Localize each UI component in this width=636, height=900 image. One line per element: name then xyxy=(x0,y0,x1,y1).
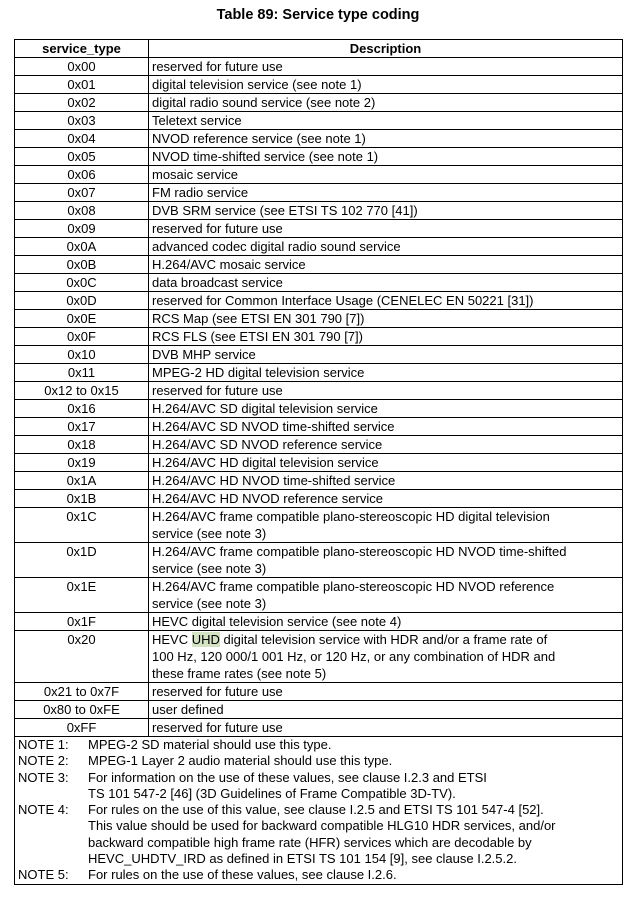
highlighted-term: UHD xyxy=(191,632,220,647)
table-row xyxy=(15,613,623,631)
service-description: NVOD time-shifted service (see note 1) xyxy=(149,148,623,166)
service-type-code: 0x09 xyxy=(15,220,149,238)
notes-row xyxy=(15,737,623,885)
note-line: TS 101 547-2 [46] (3D Guidelines of Frame Compatible 3D-TV). xyxy=(88,785,456,801)
service-description: DVB SRM service (see ETSI TS 102 770 [41]) xyxy=(149,202,623,220)
table-row xyxy=(15,310,623,328)
note-label: NOTE 4: xyxy=(18,802,69,818)
note-line: For rules on the use of this value, see clause I.2.5 and ETSI TS 101 547-4 [52]. xyxy=(88,802,544,818)
table-caption: Table 89: Service type coding xyxy=(216,7,420,23)
service-type-code: 0x00 xyxy=(15,58,149,76)
table-row xyxy=(15,418,623,436)
note-line: backward compatible high frame rate (HFR) services which are decodable by xyxy=(88,834,532,850)
note-text xyxy=(88,737,619,753)
service-type-code: 0x0A xyxy=(15,238,149,256)
description-line: service (see note 3) xyxy=(152,526,267,541)
column-header-service-type: service_type xyxy=(15,40,149,58)
table-row xyxy=(15,508,623,543)
service-type-code: 0x20 xyxy=(15,631,149,683)
service-type-code: 0x08 xyxy=(15,202,149,220)
note-line: For information on the use of these values, see clause I.2.3 and ETSI xyxy=(88,769,487,785)
note-text xyxy=(88,802,619,867)
service-description: data broadcast service xyxy=(149,274,623,292)
table-row xyxy=(15,490,623,508)
service-description: NVOD reference service (see note 1) xyxy=(149,130,623,148)
service-description: reserved for future use xyxy=(149,58,623,76)
service-type-code: 0x1B xyxy=(15,490,149,508)
table-row xyxy=(15,184,623,202)
service-description: user defined xyxy=(149,701,623,719)
table-row xyxy=(15,400,623,418)
service-type-code: 0x1A xyxy=(15,472,149,490)
note-text xyxy=(88,867,619,883)
service-type-code: 0x1E xyxy=(15,578,149,613)
service-type-code: 0x1D xyxy=(15,543,149,578)
table-row xyxy=(15,454,623,472)
service-type-table xyxy=(14,39,623,885)
service-description: MPEG-2 HD digital television service xyxy=(149,364,623,382)
service-type-code: 0x0F xyxy=(15,328,149,346)
description-line: H.264/AVC frame compatible plano-stereoscopic HD digital television xyxy=(152,509,550,524)
service-type-code: 0x16 xyxy=(15,400,149,418)
service-description: digital television service (see note 1) xyxy=(149,76,623,94)
service-description xyxy=(149,631,623,683)
notes-cell xyxy=(15,737,623,885)
note-label: NOTE 5: xyxy=(18,867,69,883)
table-row xyxy=(15,220,623,238)
table-row xyxy=(15,292,623,310)
service-description: H.264/AVC mosaic service xyxy=(149,256,623,274)
service-description: H.264/AVC SD NVOD reference service xyxy=(149,436,623,454)
service-description xyxy=(149,543,623,578)
table-row xyxy=(15,364,623,382)
table-row xyxy=(15,112,623,130)
note xyxy=(18,802,619,867)
table-row xyxy=(15,346,623,364)
table-row xyxy=(15,94,623,112)
note xyxy=(18,753,619,769)
table-row xyxy=(15,238,623,256)
service-type-code: 0x12 to 0x15 xyxy=(15,382,149,400)
note-line: MPEG-1 Layer 2 audio material should use this type. xyxy=(88,753,393,769)
service-description: DVB MHP service xyxy=(149,346,623,364)
service-description: reserved for future use xyxy=(149,220,623,238)
service-description: RCS Map (see ETSI EN 301 790 [7]) xyxy=(149,310,623,328)
service-description: H.264/AVC SD NVOD time-shifted service xyxy=(149,418,623,436)
table-row xyxy=(15,328,623,346)
service-type-code: 0x19 xyxy=(15,454,149,472)
note xyxy=(18,770,619,803)
note-text xyxy=(88,753,619,769)
description-line: service (see note 3) xyxy=(152,561,267,576)
service-description xyxy=(149,508,623,543)
note xyxy=(18,867,619,883)
service-description: FM radio service xyxy=(149,184,623,202)
service-type-code: 0x10 xyxy=(15,346,149,364)
service-description: reserved for Common Interface Usage (CENELEC EN 50221 [31]) xyxy=(149,292,623,310)
header-row xyxy=(15,40,623,58)
service-type-code: 0x02 xyxy=(15,94,149,112)
table-row xyxy=(15,274,623,292)
service-type-code: 0x0D xyxy=(15,292,149,310)
table-row xyxy=(15,202,623,220)
service-description: RCS FLS (see ETSI EN 301 790 [7]) xyxy=(149,328,623,346)
service-description: Teletext service xyxy=(149,112,623,130)
note-label: NOTE 3: xyxy=(18,769,69,785)
service-description: mosaic service xyxy=(149,166,623,184)
service-type-code: 0x21 to 0x7F xyxy=(15,683,149,701)
table-row xyxy=(15,436,623,454)
description-line: 100 Hz, 120 000/1 001 Hz, or 120 Hz, or any combination of HDR and xyxy=(152,649,556,664)
service-type-code: 0x07 xyxy=(15,184,149,202)
table-row xyxy=(15,578,623,613)
note-label: NOTE 2: xyxy=(18,753,69,769)
service-description xyxy=(149,578,623,613)
note-line: MPEG-2 SD material should use this type. xyxy=(88,737,332,752)
service-type-code: 0x11 xyxy=(15,364,149,382)
service-type-code: 0x01 xyxy=(15,76,149,94)
service-type-code: 0x0C xyxy=(15,274,149,292)
column-header-description: Description xyxy=(149,40,623,58)
table-row xyxy=(15,148,623,166)
service-description: reserved for future use xyxy=(149,382,623,400)
table-row xyxy=(15,631,623,683)
table-row xyxy=(15,683,623,701)
service-type-code: 0x04 xyxy=(15,130,149,148)
service-type-code: 0x18 xyxy=(15,436,149,454)
note xyxy=(18,737,619,753)
note-line: This value should be used for backward compatible HLG10 HDR services, and/or xyxy=(88,818,556,834)
table-row xyxy=(15,701,623,719)
service-type-code: 0xFF xyxy=(15,719,149,737)
description-line: HEVC UHD digital television service with HDR and/or a frame rate of xyxy=(152,632,548,647)
service-type-code: 0x06 xyxy=(15,166,149,184)
service-type-code: 0x1F xyxy=(15,613,149,631)
note-text xyxy=(88,770,619,803)
table-row xyxy=(15,130,623,148)
description-line: H.264/AVC frame compatible plano-stereoscopic HD NVOD time-shifted xyxy=(152,544,567,559)
service-type-code: 0x05 xyxy=(15,148,149,166)
table-row xyxy=(15,472,623,490)
table-row xyxy=(15,58,623,76)
description-line: these frame rates (see note 5) xyxy=(152,666,327,681)
table-row xyxy=(15,382,623,400)
service-description: advanced codec digital radio sound service xyxy=(149,238,623,256)
service-type-code: 0x17 xyxy=(15,418,149,436)
note-label: NOTE 1: xyxy=(18,737,69,752)
table-row xyxy=(15,256,623,274)
description-line: service (see note 3) xyxy=(152,596,267,611)
service-type-code: 0x80 to 0xFE xyxy=(15,701,149,719)
service-description: H.264/AVC HD digital television service xyxy=(149,454,623,472)
service-description: reserved for future use xyxy=(149,683,623,701)
service-type-code: 0x03 xyxy=(15,112,149,130)
table-row xyxy=(15,76,623,94)
description-line: H.264/AVC frame compatible plano-stereoscopic HD NVOD reference xyxy=(152,579,555,594)
service-type-code: 0x0E xyxy=(15,310,149,328)
table-row xyxy=(15,719,623,737)
service-description: reserved for future use xyxy=(149,719,623,737)
service-description: H.264/AVC HD NVOD time-shifted service xyxy=(149,472,623,490)
service-description: H.264/AVC HD NVOD reference service xyxy=(149,490,623,508)
service-description: HEVC digital television service (see note 4) xyxy=(149,613,623,631)
note-line: HEVC_UHDTV_IRD as defined in ETSI TS 101 154 [9], see clause I.2.5.2. xyxy=(88,851,517,867)
table-row xyxy=(15,543,623,578)
service-type-code: 0x0B xyxy=(15,256,149,274)
note-line: For rules on the use of these values, see clause I.2.6. xyxy=(88,867,397,883)
service-description: H.264/AVC SD digital television service xyxy=(149,400,623,418)
table-row xyxy=(15,166,623,184)
service-type-code: 0x1C xyxy=(15,508,149,543)
service-description: digital radio sound service (see note 2) xyxy=(149,94,623,112)
